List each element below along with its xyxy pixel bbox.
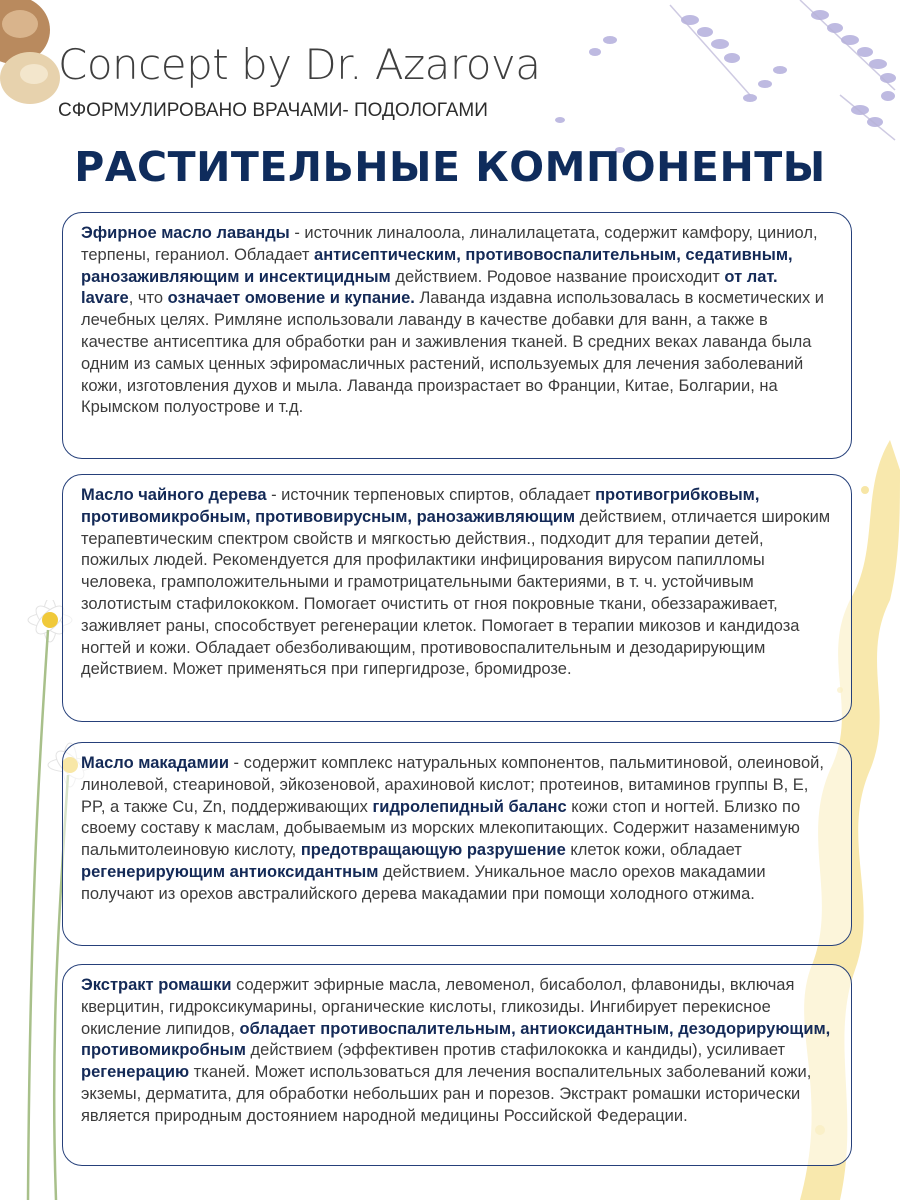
body-text: тканей. Может использоваться для лечения воспалительных заболеваний кожи, экземы, дерматита, для обработки небольших ран и порезов. Экстракт ромашки исторически является природным достоянием народной медицины Российской Федерации. xyxy=(81,1063,812,1125)
body-text: - источник терпеновых спиртов, обладает xyxy=(266,486,596,504)
ingredient-card-tea-tree xyxy=(62,474,852,722)
brand-name: Concept by Dr. Azarova xyxy=(58,40,541,89)
card-text xyxy=(81,486,830,678)
body-text: - источник линалоола, линалилацетата, содержит камфору, циниол, терпены, гераниол. Обладает xyxy=(81,224,818,264)
highlight-text: обладает противоспалительным, антиоксидантным, дезодорирующим, противомикробным xyxy=(81,1019,831,1060)
card-text xyxy=(81,754,824,903)
ingredient-card-macadamia xyxy=(62,742,852,946)
body-text: действием. Уникальное масло орехов макадамии получают из орехов австралийского дерева макадамии при помощи холодного отжима. xyxy=(81,862,766,903)
body-text: Лаванда издавна использовалась в косметических и лечебных целях. Римляне использовали лаванду в качестве добавки для ванн, а также в качестве антисептика для обработки ран и заживления тканей. В средних веках лаванда была одним из самых ценных эфиромасличных растений, используемых для лечения заболеваний кожи, изготовления духов и мыла. Лаванда произрастает во Франции, Китае, Болгарии, на Крымском полуострове и т.д. xyxy=(81,289,825,417)
highlight-text: предотвращающую разрушение xyxy=(300,841,566,860)
highlight-text: Масло макадамии xyxy=(81,754,229,772)
highlight-text: регенерацию xyxy=(81,1063,190,1082)
card-text xyxy=(81,224,824,416)
body-text: действием (эффективен против стафилококка и кандиды), усиливает xyxy=(245,1041,786,1060)
highlight-text: противогрибковым, противомикробным, противовирусным, ранозаживляющим xyxy=(81,486,760,526)
highlight-text: Эфирное масло лаванды xyxy=(81,224,290,242)
highlight-text: означает омовение и купание. xyxy=(167,289,415,308)
body-text: содержит эфирные масла, левоменол, бисаболол, флавониды, включая кверцитин, гидроксикумарины, органические кислоты, гликозиды. Ингибирует перекисное окисление липидов, xyxy=(81,976,795,1038)
body-text: действием, отличается широким терапевтическим спектром свойств и мягкостью действия., подходит для терапии детей, пожилых людей. Рекомендуется для профилактики инфицирования вирусом папилломы человека, грамположительными и грамотрицательными бактериями, в т. ч. устойчивым золотистым стафилококком. Помогает очистить от гноя покровные ткани, обеззараживает, заживляет раны, способствует регенерации клеток. Помогает в терапии микозов и кандидоза ногтей и кожи. Обладает обезболивающим, противовоспалительным и дезодарирующим действием. Может применяться при гипергидрозе, бромидрозе. xyxy=(81,507,831,679)
highlight-text: Масло чайного дерева xyxy=(81,486,267,504)
body-text: действием. Родовое название происходит xyxy=(390,267,725,286)
highlight-text: Экстракт ромашки xyxy=(81,976,232,994)
body-text: - содержит комплекс натуральных компонентов, пальмитиновой, олеиновой, линолевой, стеариновой, эйкозеновой, арахиновой кислот; протеинов, витаминов группы B, E, PP, а также Cu, Zn, поддерживающих xyxy=(81,754,824,816)
page-title: РАСТИТЕЛЬНЫЕ КОМПОНЕНТЫ xyxy=(74,143,826,191)
ingredient-card-chamomile xyxy=(62,964,852,1166)
highlight-text: гидролепидный баланс xyxy=(372,797,567,816)
body-text: кожи стоп и ногтей. Близко по своему составу к маслам, добываемым из морских млекопитающих. Содержит назаменимую пальмитолеиновую кислоту, xyxy=(81,797,801,860)
ingredient-card-lavender xyxy=(62,212,852,459)
highlight-text: антисептическим, противовоспалительным, седативным, ранозаживляющим и инсектицидным xyxy=(81,245,793,286)
body-text: клеток кожи, обладает xyxy=(565,841,742,860)
highlight-text: регенерирующим антиоксидантным xyxy=(81,862,379,881)
highlight-text: от лат. lavare xyxy=(81,267,778,308)
body-text: , что xyxy=(128,289,168,308)
macadamia-nuts-image xyxy=(0,0,60,110)
brand-tagline: СФОРМУЛИРОВАНО ВРАЧАМИ- ПОДОЛОГАМИ xyxy=(58,100,488,121)
card-text xyxy=(81,976,830,1125)
